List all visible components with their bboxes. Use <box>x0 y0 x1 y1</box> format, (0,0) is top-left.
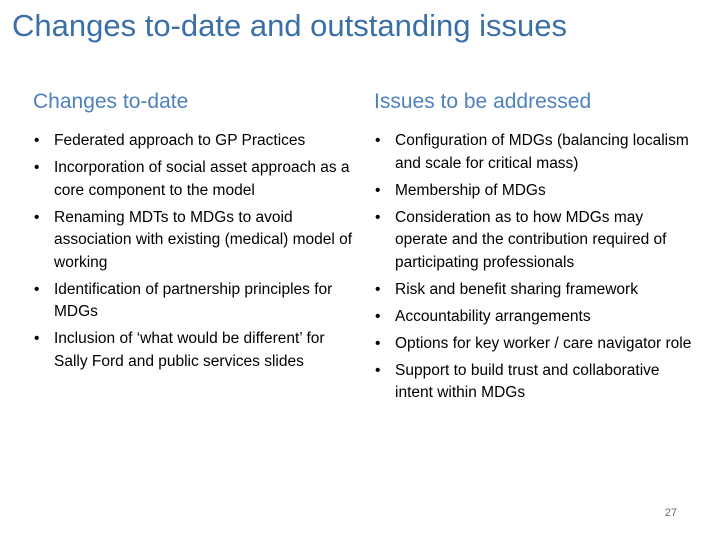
bullet-icon: • <box>375 334 381 352</box>
issues-to-be-addressed-heading: Issues to be addressed <box>374 90 592 113</box>
bullet-icon: • <box>34 159 40 176</box>
list-item-text: Options for key worker / care navigator role <box>395 334 692 352</box>
list-item-text: Risk and benefit sharing framework <box>395 280 638 298</box>
list-item <box>374 180 699 203</box>
list-item <box>33 328 358 373</box>
issues-to-be-addressed-list <box>374 130 699 405</box>
list-item-text: Consideration as to how MDGs may operate and the contribution required of participating professionals <box>395 208 667 271</box>
list-item <box>33 130 358 153</box>
list-item <box>374 279 699 302</box>
changes-to-date-list <box>33 130 358 373</box>
bullet-icon: • <box>375 307 381 325</box>
bullet-icon: • <box>34 330 40 347</box>
list-item <box>374 306 699 329</box>
list-item-text: Membership of MDGs <box>395 181 546 199</box>
list-item <box>374 333 699 356</box>
changes-to-date-column <box>33 88 358 378</box>
list-item <box>374 360 699 405</box>
list-item-text: Support to build trust and collaborative intent within MDGs <box>395 361 660 401</box>
bullet-icon: • <box>375 181 381 199</box>
slide-title: Changes to-date and outstanding issues <box>12 8 567 43</box>
list-item-text: Configuration of MDGs (balancing localism and scale for critical mass) <box>395 132 689 172</box>
list-item-text: Renaming MDTs to MDGs to avoid association with existing (medical) model of working <box>54 208 353 271</box>
list-item-text: Identification of partnership principles for MDGs <box>54 280 333 320</box>
bullet-icon: • <box>34 208 40 226</box>
list-item-text: Incorporation of social asset approach as a core component to the model <box>54 159 350 199</box>
list-item <box>33 279 358 324</box>
changes-to-date-heading: Changes to-date <box>33 90 189 113</box>
list-item <box>374 207 699 275</box>
issues-to-be-addressed-column <box>374 88 699 409</box>
bullet-icon: • <box>375 280 381 298</box>
bullet-icon: • <box>375 132 381 149</box>
list-item <box>374 130 699 175</box>
bullet-icon: • <box>375 361 381 379</box>
page-number: 27 <box>664 507 677 519</box>
list-item <box>33 207 358 275</box>
bullet-icon: • <box>34 280 40 298</box>
list-item <box>33 157 358 202</box>
list-item-text: Federated approach to GP Practices <box>54 132 306 149</box>
bullet-icon: • <box>375 208 381 226</box>
list-item-text: Accountability arrangements <box>395 307 591 325</box>
bullet-icon: • <box>34 132 40 149</box>
list-item-text: Inclusion of ‘what would be different’ for Sally Ford and public services slides <box>54 330 325 370</box>
